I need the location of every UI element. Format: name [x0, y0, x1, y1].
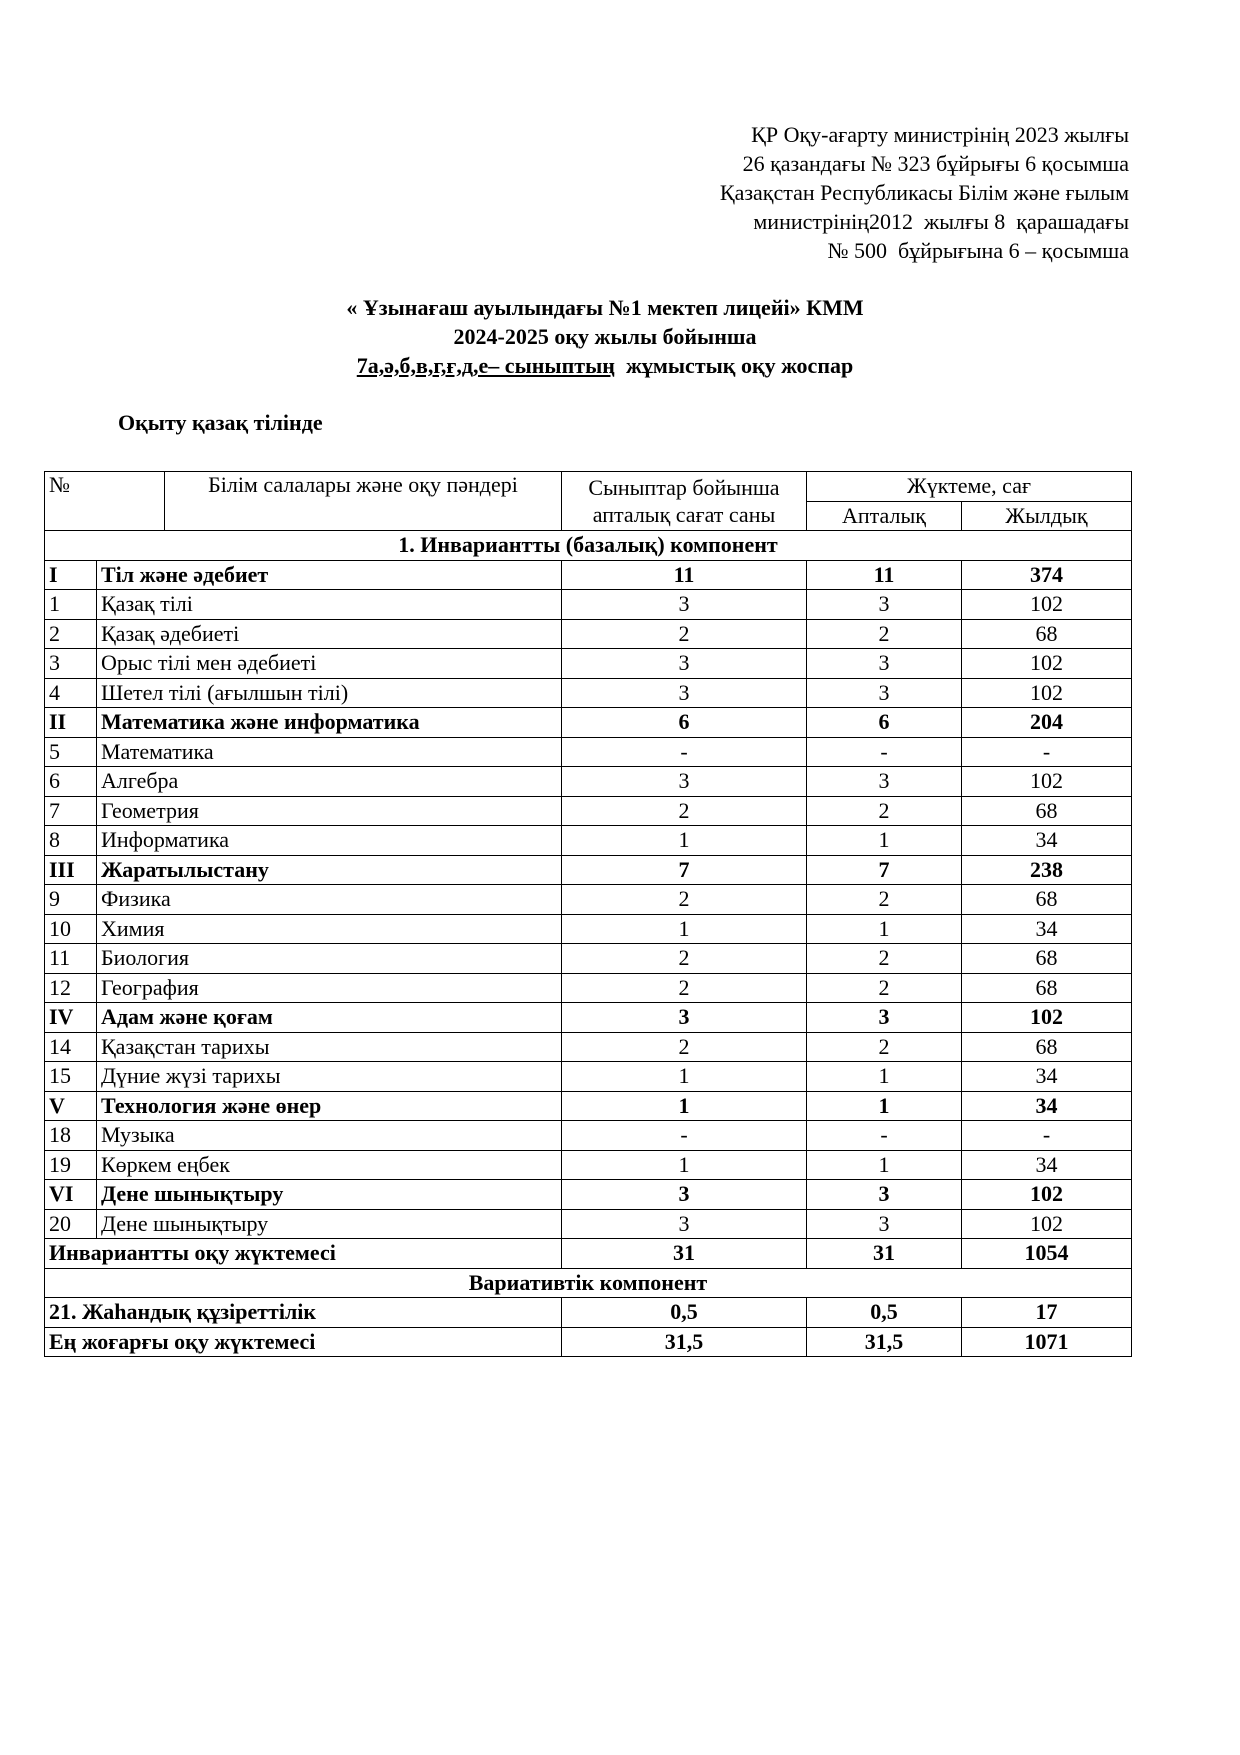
row-yearly: 102 — [962, 1180, 1132, 1210]
row-weekly: 2 — [807, 619, 962, 649]
row-number: I — [45, 560, 97, 590]
table-row — [45, 826, 1132, 856]
row-weekly: 1 — [807, 1062, 962, 1092]
section-invariant: 1. Инвариантты (базалық) компонент — [45, 531, 1132, 561]
row-number: 18 — [45, 1121, 97, 1151]
row-yearly: 102 — [962, 767, 1132, 797]
row-yearly: 34 — [962, 914, 1132, 944]
header-weekly: Апталық — [807, 501, 962, 531]
invariant-total-weekly: 31 — [807, 1239, 962, 1269]
table-row — [45, 944, 1132, 974]
row-subject: Математика — [97, 737, 562, 767]
invariant-total-row — [45, 1239, 1132, 1269]
max-total-hours: 31,5 — [562, 1327, 807, 1357]
row-yearly: 102 — [962, 649, 1132, 679]
max-total-row — [45, 1327, 1132, 1357]
max-total-weekly: 31,5 — [807, 1327, 962, 1357]
table-row — [45, 590, 1132, 620]
row-yearly: 68 — [962, 944, 1132, 974]
row-hours: 1 — [562, 826, 807, 856]
variative-yearly: 17 — [962, 1298, 1132, 1328]
row-number: V — [45, 1091, 97, 1121]
row-hours: 6 — [562, 708, 807, 738]
row-yearly: 68 — [962, 1032, 1132, 1062]
row-weekly: 2 — [807, 1032, 962, 1062]
row-subject: Математика және информатика — [97, 708, 562, 738]
row-number: 11 — [45, 944, 97, 974]
row-number: IV — [45, 1003, 97, 1033]
row-subject: Физика — [97, 885, 562, 915]
row-subject: Қазақ тілі — [97, 590, 562, 620]
row-subject: Химия — [97, 914, 562, 944]
row-yearly: 34 — [962, 826, 1132, 856]
row-subject: Информатика — [97, 826, 562, 856]
row-yearly: - — [962, 737, 1132, 767]
header-weekly-hours-line1: Сыныптар бойынша — [588, 475, 780, 500]
row-number: 9 — [45, 885, 97, 915]
row-weekly: 6 — [807, 708, 962, 738]
row-number: 7 — [45, 796, 97, 826]
row-number: 20 — [45, 1209, 97, 1239]
section-row-invariant — [45, 531, 1132, 561]
order-reference-line: ҚР Оқу-ағарту министрінің 2023 жылғы — [751, 122, 1129, 147]
table-row — [45, 767, 1132, 797]
order-reference-line: министрінің2012 жылғы 8 қарашадағы — [753, 209, 1129, 234]
row-hours: 3 — [562, 1209, 807, 1239]
row-subject: Тіл және әдебиет — [97, 560, 562, 590]
row-hours: - — [562, 1121, 807, 1151]
row-subject: Геометрия — [97, 796, 562, 826]
row-subject: Қазақ әдебиеті — [97, 619, 562, 649]
invariant-total-hours: 31 — [562, 1239, 807, 1269]
header-weekly-hours — [562, 472, 807, 531]
row-subject: Қазақстан тарихы — [97, 1032, 562, 1062]
row-yearly: 238 — [962, 855, 1132, 885]
header-subjects: Білім салалары және оқу пәндері — [165, 472, 562, 531]
header-weekly-hours-line2: апталық сағат саны — [592, 502, 776, 527]
row-number: 4 — [45, 678, 97, 708]
section-variative: Вариативтік компонент — [45, 1268, 1132, 1298]
row-yearly: 34 — [962, 1150, 1132, 1180]
document-title — [0, 293, 1210, 380]
row-hours: 3 — [562, 1003, 807, 1033]
row-number: VI — [45, 1180, 97, 1210]
row-hours: 2 — [562, 885, 807, 915]
row-hours: 2 — [562, 973, 807, 1003]
row-weekly: 3 — [807, 767, 962, 797]
row-weekly: 3 — [807, 1180, 962, 1210]
row-subject: Дене шынықтыру — [97, 1180, 562, 1210]
row-yearly: 102 — [962, 1209, 1132, 1239]
title-plan — [0, 351, 1210, 380]
title-school: « Ұзынағаш ауылындағы №1 мектеп лицейі» КММ — [346, 295, 864, 320]
order-reference-line: № 500 бұйрығына 6 – қосымша — [827, 238, 1129, 263]
row-weekly: 2 — [807, 885, 962, 915]
row-weekly: 3 — [807, 590, 962, 620]
row-subject: Көркем еңбек — [97, 1150, 562, 1180]
row-subject: География — [97, 973, 562, 1003]
variative-hours: 0,5 — [562, 1298, 807, 1328]
row-hours: 3 — [562, 767, 807, 797]
row-hours: 3 — [562, 1180, 807, 1210]
curriculum-table — [44, 471, 1132, 1357]
row-yearly: 374 — [962, 560, 1132, 590]
row-hours: 2 — [562, 944, 807, 974]
title-year: 2024-2025 оқу жылы бойынша — [453, 324, 757, 349]
section-row-variative — [45, 1268, 1132, 1298]
row-subject: Орыс тілі мен әдебиеті — [97, 649, 562, 679]
max-total-label: Ең жоғарғы оқу жүктемесі — [45, 1327, 562, 1357]
row-yearly: 68 — [962, 619, 1132, 649]
row-hours: 11 — [562, 560, 807, 590]
row-yearly: 102 — [962, 1003, 1132, 1033]
row-subject: Технология және өнер — [97, 1091, 562, 1121]
row-number: II — [45, 708, 97, 738]
row-number: 12 — [45, 973, 97, 1003]
row-subject: Биология — [97, 944, 562, 974]
row-weekly: 3 — [807, 1003, 962, 1033]
row-weekly: 1 — [807, 826, 962, 856]
row-yearly: 204 — [962, 708, 1132, 738]
language-note: Оқыту қазақ тілінде — [118, 410, 323, 435]
row-subject: Дүние жүзі тарихы — [97, 1062, 562, 1092]
table-row-area — [45, 560, 1132, 590]
row-hours: 2 — [562, 619, 807, 649]
row-yearly: 34 — [962, 1062, 1132, 1092]
row-number: 1 — [45, 590, 97, 620]
title-plan-rest: жұмыстық оқу жоспар — [614, 353, 854, 378]
row-yearly: 68 — [962, 885, 1132, 915]
row-weekly: - — [807, 1121, 962, 1151]
row-weekly: 1 — [807, 1150, 962, 1180]
row-number: 15 — [45, 1062, 97, 1092]
row-number: III — [45, 855, 97, 885]
row-weekly: 1 — [807, 914, 962, 944]
row-weekly: 1 — [807, 1091, 962, 1121]
variative-row — [45, 1298, 1132, 1328]
row-number: 5 — [45, 737, 97, 767]
row-weekly: 3 — [807, 1209, 962, 1239]
table-row — [45, 885, 1132, 915]
header-num: № — [45, 472, 165, 531]
row-yearly: 68 — [962, 973, 1132, 1003]
row-weekly: 2 — [807, 973, 962, 1003]
table-row — [45, 1032, 1132, 1062]
title-classes: 7а,ә,б,в,г,ғ,д,е– сыныптың — [356, 353, 615, 378]
row-weekly: 3 — [807, 678, 962, 708]
header-yearly: Жылдық — [962, 501, 1132, 531]
table-row — [45, 1121, 1132, 1151]
row-hours: 1 — [562, 1150, 807, 1180]
table-row — [45, 973, 1132, 1003]
variative-subject: 21. Жаһандық құзіреттілік — [45, 1298, 562, 1328]
max-total-yearly: 1071 — [962, 1327, 1132, 1357]
header-load: Жүктеме, сағ — [807, 472, 1132, 502]
row-hours: 1 — [562, 914, 807, 944]
invariant-total-label: Инвариантты оқу жүктемесі — [45, 1239, 562, 1269]
order-reference-note — [720, 120, 1129, 265]
table-row — [45, 914, 1132, 944]
row-hours: 3 — [562, 649, 807, 679]
table-row-area — [45, 708, 1132, 738]
order-reference-line: Қазақстан Республикасы Білім және ғылым — [719, 180, 1129, 205]
variative-weekly: 0,5 — [807, 1298, 962, 1328]
row-subject: Жаратылыстану — [97, 855, 562, 885]
invariant-total-yearly: 1054 — [962, 1239, 1132, 1269]
row-weekly: 2 — [807, 944, 962, 974]
table-row — [45, 796, 1132, 826]
row-hours: 7 — [562, 855, 807, 885]
row-number: 2 — [45, 619, 97, 649]
order-reference-line: 26 қазандағы № 323 бұйрығы 6 қосымша — [742, 151, 1129, 176]
table-row-area — [45, 855, 1132, 885]
row-weekly: 3 — [807, 649, 962, 679]
row-number: 8 — [45, 826, 97, 856]
row-number: 14 — [45, 1032, 97, 1062]
row-subject: Алгебра — [97, 767, 562, 797]
row-hours: 1 — [562, 1062, 807, 1092]
row-weekly: 2 — [807, 796, 962, 826]
table-row — [45, 737, 1132, 767]
row-yearly: 102 — [962, 678, 1132, 708]
row-subject: Музыка — [97, 1121, 562, 1151]
table-row — [45, 678, 1132, 708]
row-yearly: 102 — [962, 590, 1132, 620]
row-hours: 2 — [562, 1032, 807, 1062]
row-subject: Адам және қоғам — [97, 1003, 562, 1033]
row-subject: Дене шынықтыру — [97, 1209, 562, 1239]
row-number: 10 — [45, 914, 97, 944]
row-hours: 3 — [562, 590, 807, 620]
row-subject: Шетел тілі (ағылшын тілі) — [97, 678, 562, 708]
table-row-area — [45, 1180, 1132, 1210]
row-number: 6 — [45, 767, 97, 797]
table-row — [45, 1150, 1132, 1180]
row-number: 3 — [45, 649, 97, 679]
row-weekly: 11 — [807, 560, 962, 590]
table-row-area — [45, 1091, 1132, 1121]
row-hours: - — [562, 737, 807, 767]
row-hours: 3 — [562, 678, 807, 708]
table-row-area — [45, 1003, 1132, 1033]
table-header-row — [45, 472, 1132, 502]
table-row — [45, 649, 1132, 679]
row-yearly: 34 — [962, 1091, 1132, 1121]
row-weekly: - — [807, 737, 962, 767]
table-row — [45, 1209, 1132, 1239]
table-row — [45, 619, 1132, 649]
row-hours: 2 — [562, 796, 807, 826]
row-hours: 1 — [562, 1091, 807, 1121]
row-weekly: 7 — [807, 855, 962, 885]
row-yearly: 68 — [962, 796, 1132, 826]
table-row — [45, 1062, 1132, 1092]
row-yearly: - — [962, 1121, 1132, 1151]
row-number: 19 — [45, 1150, 97, 1180]
